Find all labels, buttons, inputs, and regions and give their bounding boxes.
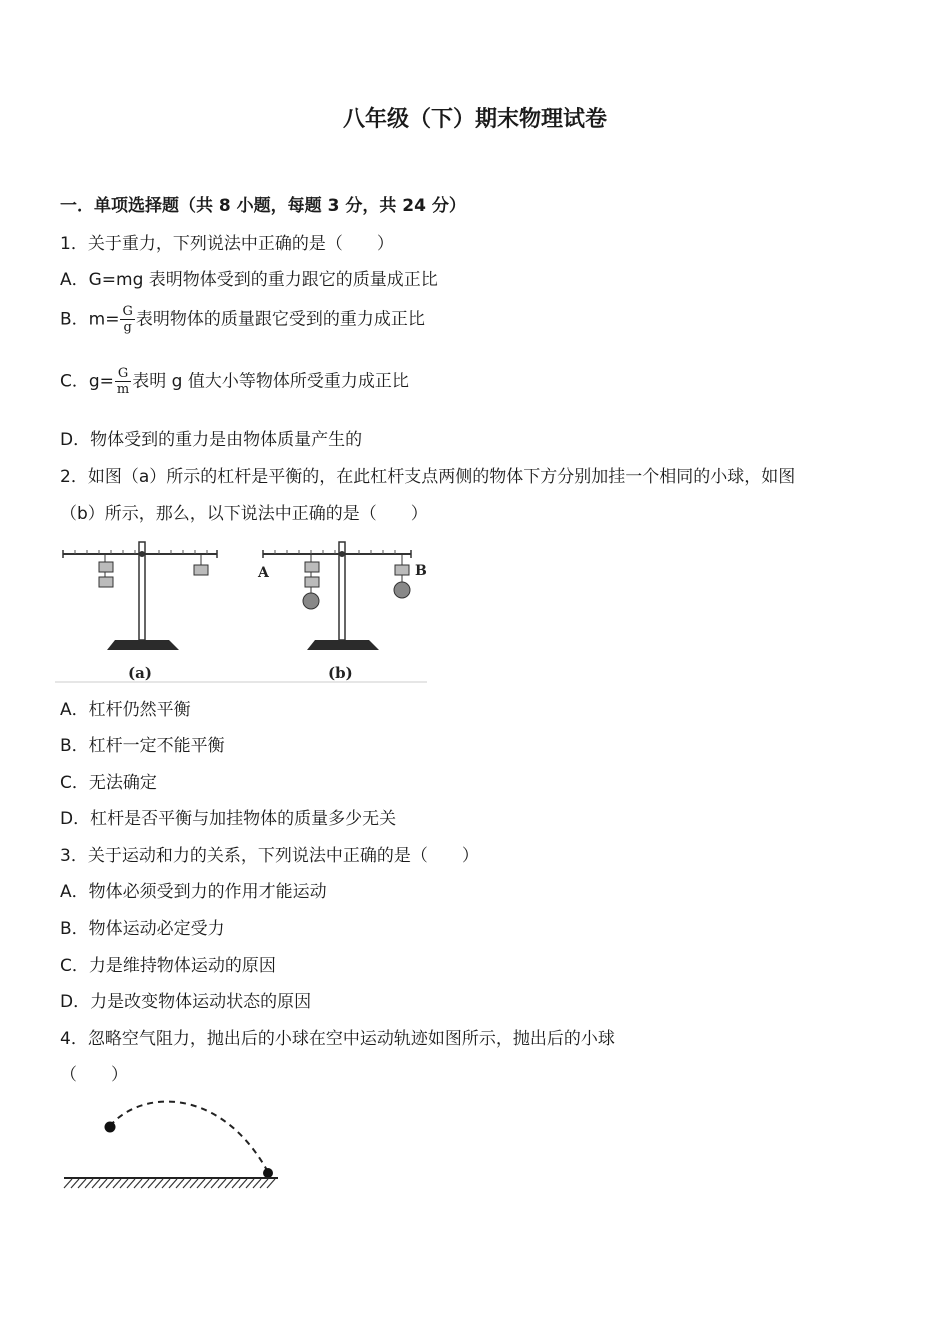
q3-stem: 3．关于运动和力的关系，下列说法中正确的是（ ） bbox=[60, 846, 479, 866]
q1-option-d: D．物体受到的重力是由物体质量产生的 bbox=[60, 430, 363, 450]
lever-a bbox=[63, 542, 217, 682]
page-title: 八年级（下）期末物理试卷 bbox=[342, 107, 607, 132]
q3-option-a: A．物体必须受到力的作用才能运动 bbox=[60, 882, 327, 902]
q2-stem-line1: 2．如图（a）所示的杠杆是平衡的，在此杠杆支点两侧的物体下方分别加挂一个相同的小球，如图 bbox=[60, 467, 796, 487]
q1-option-b-prefix: B．m= bbox=[60, 309, 120, 330]
q1-option-a: A．G=mg 表明物体受到的重力跟它的质量成正比 bbox=[60, 270, 438, 290]
q1-option-c bbox=[60, 366, 409, 397]
q1-option-b-suffix: 表明物体的质量跟它受到的重力成正比 bbox=[135, 309, 425, 330]
figure-label-b: (b) bbox=[328, 664, 353, 682]
fraction bbox=[120, 304, 134, 335]
q3-option-b: B．物体运动必定受力 bbox=[60, 919, 225, 939]
q2-option-a: A．杠杆仍然平衡 bbox=[60, 700, 191, 720]
section-heading: 一．单项选择题（共 8 小题，每题 3 分，共 24 分） bbox=[60, 196, 466, 216]
fraction-numerator: G bbox=[122, 304, 133, 319]
q1-option-c-suffix: 表明 g 值大小等物体所受重力成正比 bbox=[132, 371, 409, 392]
q2-stem-line2: （b）所示，那么，以下说法中正确的是（ ） bbox=[60, 504, 428, 524]
q3-option-d: D．力是改变物体运动状态的原因 bbox=[60, 992, 312, 1012]
lever-b bbox=[257, 542, 427, 682]
q3-option-c: C．力是维持物体运动的原因 bbox=[60, 956, 276, 976]
figure-label-a: (a) bbox=[128, 664, 152, 682]
ball-start bbox=[105, 1122, 116, 1133]
ground-hatching bbox=[64, 1179, 275, 1188]
fraction-numerator: G bbox=[115, 366, 131, 382]
q2-option-c: C．无法确定 bbox=[60, 773, 157, 793]
fraction-denominator: g bbox=[123, 320, 132, 335]
projectile-figure bbox=[60, 1090, 285, 1195]
q2-option-b: B．杠杆一定不能平衡 bbox=[60, 736, 225, 756]
trajectory-path bbox=[110, 1102, 268, 1172]
fraction bbox=[115, 366, 131, 397]
point-a-label: A bbox=[258, 565, 269, 581]
q1-option-c-prefix: C．g= bbox=[60, 371, 114, 392]
q1-option-b bbox=[60, 304, 425, 335]
q2-option-d: D．杠杆是否平衡与加挂物体的质量多少无关 bbox=[60, 809, 397, 829]
point-b-label: B bbox=[415, 563, 427, 579]
q4-stem-line1: 4．忽略空气阻力，抛出后的小球在空中运动轨迹如图所示，抛出后的小球 bbox=[60, 1029, 615, 1049]
lever-figure bbox=[55, 532, 430, 684]
q1-stem: 1．关于重力，下列说法中正确的是（ ） bbox=[60, 234, 394, 254]
ball-landing bbox=[263, 1168, 273, 1178]
fraction-denominator: m bbox=[116, 382, 130, 397]
q4-stem-line2: （ ） bbox=[60, 1065, 128, 1085]
